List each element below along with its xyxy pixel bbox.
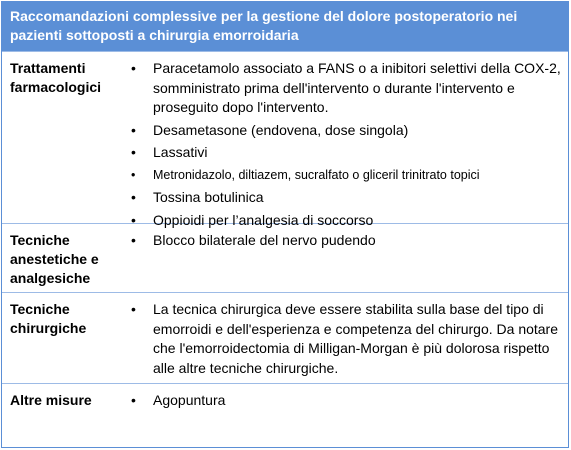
bullet-icon: • (131, 301, 136, 317)
table-row (2, 292, 568, 383)
list-item: • Tossina botulinica (121, 188, 562, 208)
row-label: Tecniche anestetiche e analgesiche (10, 232, 99, 286)
row-content (121, 224, 568, 292)
recommendations-table (1, 1, 569, 448)
row-content (121, 384, 568, 417)
row-label: Altre misure (10, 392, 92, 408)
bullet-icon: • (131, 121, 136, 138)
bullet-icon: • (131, 189, 136, 205)
row-label: Tecniche chirurgiche (10, 301, 87, 336)
table-header: Raccomandazioni complessive per la gestione del dolore postoperatorio nei pazienti sottoposti a chirurgia emorroidaria (2, 2, 568, 51)
list-item: • La tecnica chirurgica deve essere stabilita sulla base del tipo di emorroidi e dell'esperienza e competenza del chirurgo. Da notare che l'emorroidectomia di Milligan-Morgan è più dolorosa rispetto alle altre tecniche chirurgiche. (131, 301, 559, 376)
row-content (121, 293, 568, 383)
list-item: • Oppioidi per l’analgesia di soccorso (121, 211, 562, 231)
list-item: • Desametasone (endovena, dose singola) (121, 121, 562, 141)
table-row (2, 51, 568, 228)
bullet-list (121, 59, 562, 230)
list-item: • Lassativi (121, 143, 562, 163)
bullet-icon: • (131, 167, 136, 182)
list-item: • Metronidazolo, diltiazem, sucralfato o gliceril trinitrato topici (121, 166, 562, 186)
bullet-icon: • (131, 211, 136, 228)
list-item: • Blocco bilaterale del nervo pudendo (121, 231, 562, 251)
table-row (2, 383, 568, 417)
bullet-list (121, 391, 562, 411)
table-row (2, 223, 568, 292)
bullet-icon: • (131, 232, 136, 248)
bullet-icon: • (131, 60, 136, 76)
list-item: • Agopuntura (121, 391, 562, 411)
list-item: • Paracetamolo associato a FANS o a inibitori selettivi della COX-2, somministrato prima dell'intervento o durante l'intervento e proseguito dopo l'intervento. (131, 60, 561, 115)
bullet-list (121, 300, 562, 378)
row-content (121, 52, 568, 228)
bullet-icon: • (131, 144, 136, 160)
row-label: Trattamenti farmacologici (10, 60, 102, 95)
bullet-list (121, 231, 562, 251)
bullet-icon: • (131, 392, 136, 408)
